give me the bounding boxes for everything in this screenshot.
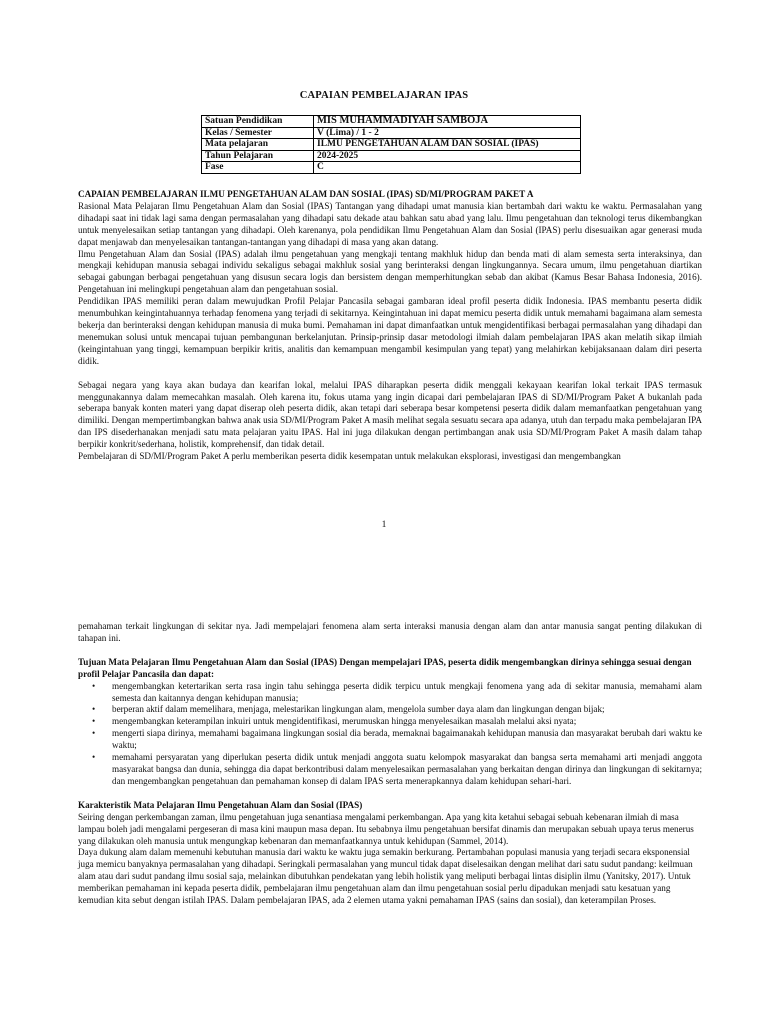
info-value: 2024-2025 [314, 150, 581, 162]
section-heading: CAPAIAN PEMBELAJARAN ILMU PENGETAHUAN ALAM DAN SOSIAL (IPAS) SD/MI/PROGRAM PAKET A [78, 189, 534, 199]
bullet-icon: • [92, 680, 96, 691]
info-value: ILMU PENGETAHUAN ALAM DAN SOSIAL (IPAS) [314, 139, 581, 151]
info-label: Satuan Pendidikan [202, 116, 314, 128]
paragraph: Ilmu Pengetahuan Alam dan Sosial (IPAS) adalah ilmu pengetahuan yang mengkaji tentang makhluk hidup dan benda mati di alam semesta serta interaksinya, dan mengkaji kehidupan manusia sebagai individu sekaligus sebagai makhluk sosial yang berinteraksi dengan lingkungannya. Secara umum, ilmu pengetahuan diartikan sebagai gabungan berbagai pengetahuan yang disusun secara logis dan bersistem dengan memperhitungkan sebab dan akibat (Kamus Besar Bahasa Indonesia, 2016). Pengetahuan ini melingkupi pengetahuan alam dan pengetahuan sosial. [78, 248, 702, 295]
info-label: Tahun Pelajaran [202, 150, 314, 162]
bullet-icon: • [92, 728, 96, 739]
bullet-icon: • [92, 704, 96, 715]
page-number: 1 [381, 520, 387, 530]
info-value: MIS MUHAMMADIYAH SAMBOJA [314, 116, 581, 128]
section-heading: Tujuan Mata Pelajaran Ilmu Pengetahuan Alam dan Sosial (IPAS) Dengan mempelajari IPAS, peserta didik mengembangkan dirinya sehingga sesuai dengan profil Pelajar Pancasila dan dapat: [78, 656, 692, 679]
info-row [202, 150, 581, 162]
info-row [202, 116, 581, 128]
paragraph: Rasional Mata Pelajaran Ilmu Pengetahuan Alam dan Sosial (IPAS) Tantangan yang dihadapi umat manusia kian bertambah dari waktu ke waktu. Permasalahan yang dihadapi saat ini tidak lagi sama dengan permasalahan yang dihadapi satu dekade atau bahkan satu abad yang lalu. Ilmu pengetahuan dan teknologi terus dikembangkan untuk menyelesaikan setiap tantangan yang dihadapi. Oleh karenanya, pola pendidikan Ilmu Pengetahuan Alam dan Sosial (IPAS) perlu disesuaikan agar generasi muda dapat menjawab dan menyelesaikan tantangan-tantangan yang dihadapi di masa yang akan datang. [78, 200, 702, 247]
list-item: • memahami persyaratan yang diperlukan peserta didik untuk menjadi anggota suatu kelompok masyarakat dan bangsa serta memahami arti menjadi anggota masyarakat bangsa dan dunia, sehingga dia dapat berkontribusi dalam menyelesaikan permasalahan yang berkaitan dengan dirinya dan lingkungan di sekitarnya; dan mengembangkan pengetahuan dan pemahaman konsep di dalam IPAS serta menerapkannya dalam kehidupan sehari-hari. [92, 752, 702, 786]
info-label: Fase [202, 162, 314, 174]
paragraph: Pendidikan IPAS memiliki peran dalam mewujudkan Profil Pelajar Pancasila sebagai gambaran ideal profil peserta didik Indonesia. IPAS membantu peserta didik menumbuhkan keingintahuannya terhadap fenomena yang terjadi di sekitarnya. Keingintahuan ini dapat memicu peserta didik untuk memahami bagaimana alam semesta bekerja dan berinteraksi dengan kehidupan manusia di muka bumi. Pemahaman ini dapat dimanfaatkan untuk mengidentifikasi berbagai permasalahan yang dihadapi dan menemukan solusi untuk mencapai tujuan pembangunan berkelanjutan. Prinsip-prinsip dasar metodologi ilmiah dalam pembelajaran IPAS akan melatih sikap ilmiah (keingintahuan yang tinggi, kemampuan berpikir kritis, analitis dan kemampuan mengambil kesimpulan yang tepat) yang melahirkan kebijaksanaan dalam diri peserta didik. [78, 296, 702, 366]
info-value: V (Lima) / 1 - 2 [314, 127, 581, 139]
paragraph: Seiring dengan perkembangan zaman, ilmu pengetahuan juga senantiasa mengalami perkembangan. Apa yang kita ketahui sebagai sebuah kebenaran ilmiah di masa lampau boleh jadi mengalami pergeseran di masa kini maupun masa depan. Itu sebabnya ilmu pengetahuan bersifat dinamis dan merupakan sebuah upaya terus menerus yang dilakukan oleh manusia untuk mengungkap kebenaran dan memanfaatkannya untuk kehidupan (Sammel, 2014). [78, 811, 694, 846]
info-row [202, 139, 581, 151]
info-row [202, 162, 581, 174]
info-value: C [314, 162, 581, 174]
list-item: • mengerti siapa dirinya, memahami bagaimana lingkungan sosial dia berada, memaknai bagaimanakah kehidupan manusia dan masyarakat berubah dari waktu ke waktu; [92, 728, 702, 751]
info-label: Mata pelajaran [202, 139, 314, 151]
paragraph: Pembelajaran di SD/MI/Program Paket A perlu memberikan peserta didik kesempatan untuk melakukan eksplorasi, investigasi dan mengembangkan [78, 451, 621, 462]
paragraph: pemahaman terkait lingkungan di sekitar nya. Jadi mempelajari fenomena alam serta interaksi manusia dengan alam dan antar manusia sangat penting dilakukan di tahapan ini. [78, 621, 702, 643]
info-row [202, 127, 581, 139]
goals-list [78, 681, 702, 788]
section-heading: Karakteristik Mata Pelajaran Ilmu Pengetahuan Alam dan Sosial (IPAS) [78, 799, 363, 810]
bullet-icon: • [92, 716, 96, 727]
list-item: • mengembangkan ketertarikan serta rasa ingin tahu sehingga peserta didik terpicu untuk mengkaji fenomena yang ada di sekitar manusia, memahami alam semesta dan kaitannya dengan kehidupan manusia; [92, 680, 702, 703]
info-table [201, 115, 581, 174]
info-label: Kelas / Semester [202, 127, 314, 139]
document-title: CAPAIAN PEMBELAJARAN IPAS [299, 90, 469, 101]
list-item: • berperan aktif dalam memelihara, menjaga, melestarikan lingkungan alam, mengelola sumber daya alam dan lingkungan dengan bijak; [92, 704, 605, 715]
bullet-icon: • [92, 752, 96, 763]
section-capaian [78, 189, 702, 463]
paragraph: Sebagai negara yang kaya akan budaya dan kearifan lokal, melalui IPAS diharapkan peserta didik menggali kekayaan kearifan lokal terkait IPAS termasuk menggunakannya dalam memecahkan masalah. Oleh karena itu, fokus utama yang ingin dicapai dari pembelajaran IPAS di SD/MI/Program Paket A bukanlah pada seberapa banyak konten materi yang dapat diserap oleh peserta didik, akan tetapi dari seberapa besar kompetensi peserta didik dalam memanfaatkan pengetahuan yang dimiliki. Dengan mempertimbangkan bahwa anak usia SD/MI/Program Paket A masih melihat segala sesuatu secara apa adanya, utuh dan terpadu maka pembelajaran IPA dan IPS disederhanakan menjadi satu mata pelajaran yaitu IPAS. Hal ini juga dilakukan dengan pertimbangan anak usia SD/MI/Program Paket A masih dalam tahap berpikir konkrit/sederhana, holistik, komprehensif, dan tidak detail. [78, 379, 702, 450]
page-two-content [78, 621, 702, 907]
list-item: • mengembangkan keterampilan inkuiri untuk mengidentifikasi, merumuskan hingga menyelesaikan masalah melalui aksi nyata; [92, 716, 577, 727]
paragraph: Daya dukung alam dalam memenuhi kebutuhan manusia dari waktu ke waktu juga semakin berkurang. Pertambahan populasi manusia yang terjadi secara eksponensial juga memicu banyaknya permasalahan yang dihadapi. Seringkali permasalahan yang muncul tidak dapat diselesaikan dengan melihat dari satu sudut pandang: keilmuan alam atau dari sudut pandang ilmu sosial saja, melainkan dibutuhkan pendekatan yang lebih holistik yang meliputi berbagai lintas disiplin ilmu (Yanitsky, 2017). Untuk memberikan pemahaman ini kepada peserta didik, pembelajaran ilmu pengetahuan alam dan ilmu pengetahuan sosial perlu dipadukan menjadi satu kesatuan yang kemudian kita sebut dengan istilah IPAS. Dalam pembelajaran IPAS, ada 2 elemen utama yakni pemahaman IPAS (sains dan sosial), dan keterampilan Proses. [78, 847, 693, 906]
